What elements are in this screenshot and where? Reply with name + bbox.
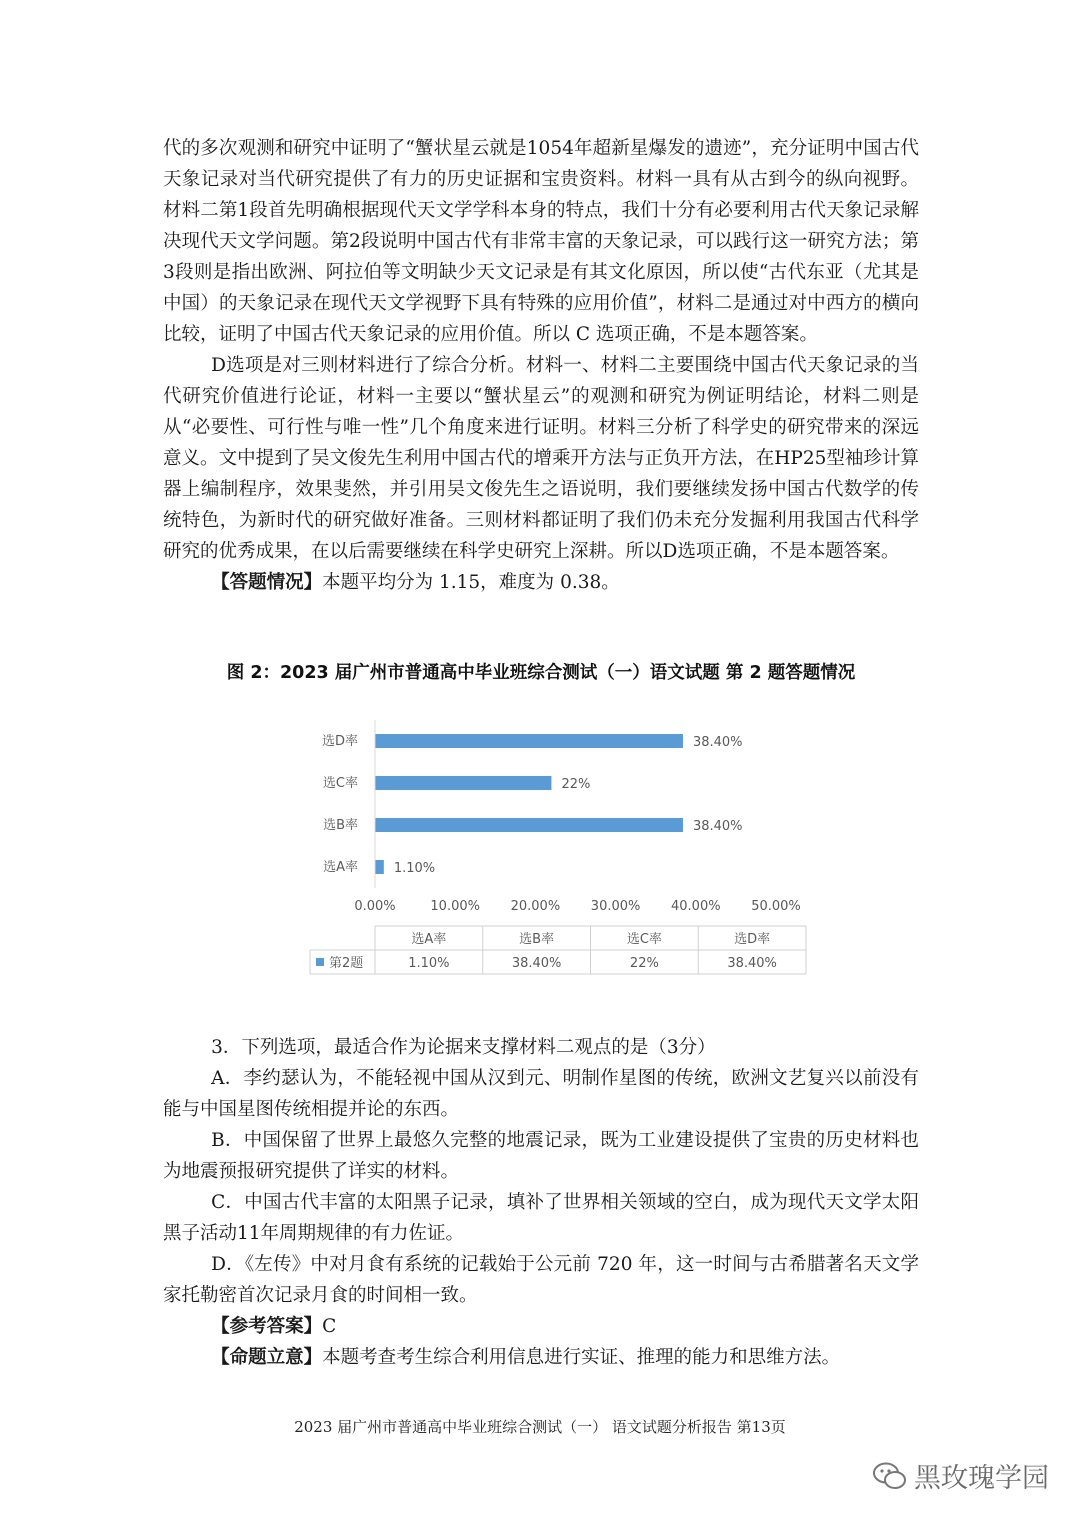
option-a: A．李约瑟认为，不能轻视中国从汉到元、明制作星图的传统，欧洲文艺复兴以前没有能与中国星图传统相提并论的东西。: [163, 1068, 919, 1120]
reference-answer-value: C: [322, 1316, 337, 1337]
question-intent-text: 本题考查考生综合利用信息进行实证、推理的能力和思维方法。: [322, 1347, 841, 1368]
figure-title: 图 2：2023 届广州市普通高中毕业班综合测试（一）语文试题 第 2 题答题情况: [226, 663, 856, 683]
question-intent-label: 【命题立意】: [211, 1347, 323, 1368]
answer-situation: [163, 567, 919, 598]
bar: [375, 734, 683, 748]
x-tick-label: 30.00%: [590, 899, 641, 914]
reference-answer-label: 【参考答案】: [211, 1316, 323, 1337]
answer-situation-text: 本题平均分为 1.15，难度为 0.38。: [322, 572, 620, 593]
table-header-cell: 选D率: [734, 932, 771, 947]
question-stem: 3．下列选项，最适合作为论据来支撑材料二观点的是（3分）: [211, 1037, 716, 1058]
answer-situation-label: 【答题情况】: [211, 572, 323, 593]
watermark-text: 黑玫瑰学园: [914, 1463, 1049, 1494]
data-label: 38.40%: [692, 819, 743, 834]
option-b: B．中国保留了世界上最悠久完整的地震记录，既为工业建设提供了宝贵的历史材料也为地震预报研究提供了详实的材料。: [163, 1130, 919, 1182]
category-label: 选C率: [322, 776, 358, 791]
table-value-cell: 1.10%: [408, 956, 450, 971]
table-row-label: 第2题: [329, 956, 364, 971]
legend-key: [316, 958, 324, 966]
paragraph: D选项是对三则材料进行了综合分析。材料一、材料二主要围绕中国古代天象记录的当代研究价值进行论证，材料一主要以“蟹状星云”的观测和研究为例证明结论，材料二则是从“必要性、可行性与唯一性”几个角度来进行证明。材料三分析了科学史的研究带来的深远意义。文中提到了吴文俊先生利用中国古代的增乘开方法与正负开方法，在HP25型袖珍计算器上编制程序，效果斐然，并引用吴文俊先生之语说明，我们要继续发扬中国古代数学的传统特色，为新时代的研究做好准备。三则材料都证明了我们仍未充分发掘利用我国古代科学研究的优秀成果，在以后需要继续在科学史研究上深耕。所以D选项正确，不是本题答案。: [163, 355, 919, 562]
wechat-icon: [872, 1461, 908, 1491]
paragraph: 代的多次观测和研究中证明了“蟹状星云就是1054年超新星爆发的遗迹”，充分证明中国古代天象记录对当代研究提供了有力的历史证据和宝贵资料。材料一具有从古到今的纵向视野。材料二第1段首先明确根据现代天文学学科本身的特点，我们十分有必要利用古代天象记录解决现代天文学问题。第2段说明中国古代有非常丰富的天象记录，可以践行这一研究方法；第3段则是指出欧洲、阿拉伯等文明缺少天文记录是有其文化原因，所以使“古代东亚（尤其是中国）的天象记录在现代天文学视野下具有特殊的应用价值”，材料二是通过对中西方的横向比较，证明了中国古代天象记录的应用价值。所以 C 选项正确，不是本题答案。: [163, 138, 919, 345]
category-label: 选B率: [323, 818, 358, 833]
table-value-cell: 22%: [629, 956, 659, 971]
bar: [375, 818, 683, 832]
question-block: [163, 1032, 919, 1373]
table-header-cell: 选C率: [626, 932, 662, 947]
table-value-cell: 38.40%: [511, 956, 562, 971]
reference-answer: [163, 1311, 919, 1342]
data-label: 22%: [561, 777, 591, 792]
x-tick-label: 0.00%: [354, 899, 396, 914]
x-tick-label: 10.00%: [430, 899, 480, 914]
option-d: D．《左传》中对月食有系统的记载始于公元前 720 年，这一时间与古希腊著名天文学家托勒密首次记录月食的时间相一致。: [163, 1254, 919, 1306]
page-footer: 2023 届广州市普通高中毕业班综合测试（一） 语文试题分析报告 第13页: [294, 1418, 786, 1436]
bar: [375, 860, 384, 874]
x-tick-label: 50.00%: [751, 899, 801, 914]
x-tick-label: 40.00%: [671, 899, 721, 914]
question-intent: [163, 1342, 919, 1373]
category-label: 选A率: [323, 860, 358, 875]
data-label: 38.40%: [692, 735, 743, 750]
option-c: C．中国古代丰富的太阳黑子记录，填补了世界相关领域的空白，成为现代天文学太阳黑子活动11年周期规律的有力佐证。: [163, 1192, 919, 1244]
table-value-cell: 38.40%: [727, 956, 777, 971]
wechat-watermark: [872, 1456, 1049, 1495]
analysis-block: [163, 133, 919, 598]
x-tick-label: 20.00%: [510, 899, 561, 914]
bar: [375, 776, 551, 790]
table-header-cell: 选B率: [519, 932, 555, 947]
answer-rate-chart: [300, 712, 820, 1002]
category-label: 选D率: [321, 734, 358, 749]
data-label: 1.10%: [393, 861, 436, 876]
table-header-cell: 选A率: [411, 932, 447, 947]
